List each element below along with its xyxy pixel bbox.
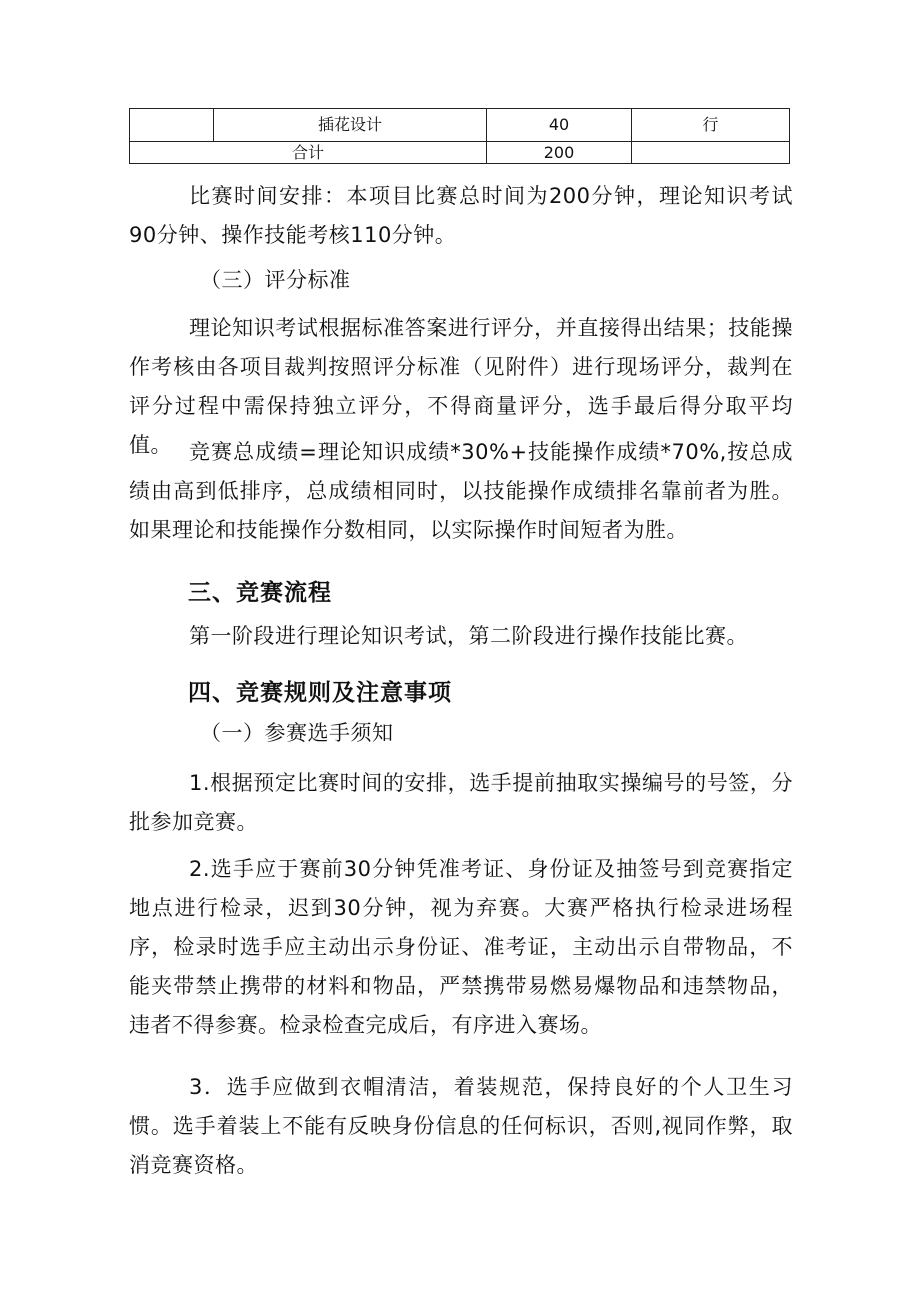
table-row [130, 109, 790, 142]
contestant-notice-heading: （一）参赛选手须知 [200, 721, 394, 745]
notice-item-2: 2.选手应于赛前30分钟凭准考证、身份证及抽签号到竞赛指定地点进行检录，迟到30分钟，视为弃赛。大赛严格执行检录进场程序，检录时选手应主动出示身份证、准考证，主动出示自带物品，不能夹带禁止携带的材料和物品，严禁携带易燃易爆物品和违禁物品，违者不得参赛。检录检查完成后，有序进入赛场。 [129, 857, 793, 1037]
table-total-label: 合计 [130, 142, 487, 164]
notice-item-1: 1.根据预定比赛时间的安排，选手提前抽取实操编号的号签，分批参加竞赛。 [129, 771, 793, 834]
table-cell-blank [130, 109, 214, 142]
table-total-value: 200 [487, 142, 632, 164]
total-score-paragraph: 竞赛总成绩=理论知识成绩*30%+技能操作成绩*70%,按总成绩由高到低排序，总成绩相同时，以技能操作成绩排名靠前者为胜。如果理论和技能操作分数相同，以实际操作时间短者为胜。 [129, 440, 793, 542]
flow-paragraph: 第一阶段进行理论知识考试，第二阶段进行操作技能比赛。 [189, 624, 748, 648]
notice-item-3: 3．选手应做到衣帽清洁，着装规范，保持良好的个人卫生习惯。选手着装上不能有反映身份信息的任何标识，否则,视同作弊，取消竞赛资格。 [129, 1075, 793, 1177]
table-cell-item: 插花设计 [214, 109, 487, 142]
scoring-paragraph: 理论知识考试根据标准答案进行评分，并直接得出结果；技能操作考核由各项目裁判按照评分标准（见附件）进行现场评分，裁判在评分过程中需保持独立评分，不得商量评分，选手最后得分取平均值。 [129, 316, 793, 457]
table-cell-note: 行 [632, 109, 790, 142]
table-cell-score: 40 [487, 109, 632, 142]
scoring-standard-heading: （三）评分标准 [200, 268, 351, 292]
table-total-note [632, 142, 790, 164]
table-total-row [130, 142, 790, 164]
section-4-title: 四、竞赛规则及注意事项 [188, 680, 452, 706]
section-3-title: 三、竞赛流程 [188, 580, 332, 606]
time-arrangement-paragraph: 比赛时间安排：本项目比赛总时间为200分钟，理论知识考试90分钟、操作技能考核110分钟。 [129, 184, 793, 247]
score-table [129, 108, 790, 164]
